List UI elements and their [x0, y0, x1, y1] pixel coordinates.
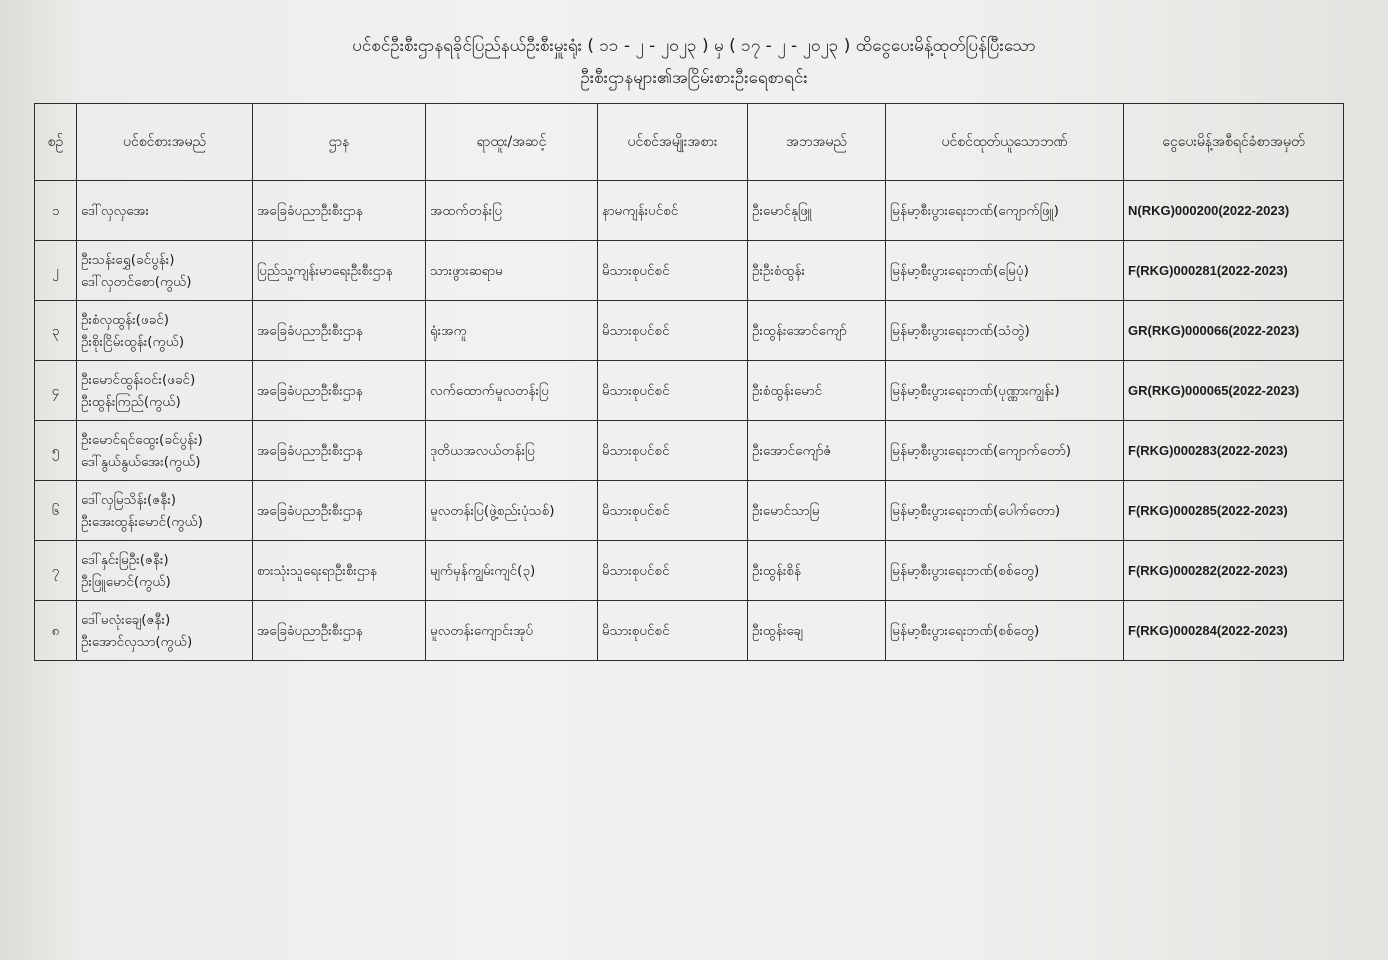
cell-pension-type: မိသားစုပင်စင် — [598, 421, 748, 481]
cell-father-name: ဦးထွန်းအောင်ကျော် — [748, 301, 886, 361]
cell-order-number: GR(RKG)000065(2022-2023) — [1124, 361, 1344, 421]
cell-pension-type: မိသားစုပင်စင် — [598, 301, 748, 361]
cell-pensioner-name — [77, 181, 253, 241]
cell-order-number: F(RKG)000282(2022-2023) — [1124, 541, 1344, 601]
cell-rank: ဒုတိယအလယ်တန်းပြ — [426, 421, 598, 481]
table-row — [35, 481, 1344, 541]
header-pensioner-name: ပင်စင်စားအမည် — [77, 104, 253, 181]
cell-pension-type: မိသားစုပင်စင် — [598, 361, 748, 421]
table-row — [35, 601, 1344, 661]
header-bank: ပင်စင်ထုတ်ယူသောဘဏ် — [886, 104, 1124, 181]
pensioner-name-line-2: ဦးစိုးငြိမ်းထွန်း(ကွယ်) — [81, 333, 185, 350]
cell-bank: မြန်မာ့စီးပွားရေးဘဏ်(ကျောက်ဖြူ) — [886, 181, 1124, 241]
cell-bank: မြန်မာ့စီးပွားရေးဘဏ်(ပုဏ္ဏားကျွန်း) — [886, 361, 1124, 421]
cell-father-name: ဦးစံထွန်းမောင် — [748, 361, 886, 421]
cell-rank: ရုံးအကူ — [426, 301, 598, 361]
cell-department: စားသုံးသူရေးရာဦးစီးဌာန — [253, 541, 426, 601]
cell-department: ပြည်သူ့ကျန်းမာရေးဦးစီးဌာန — [253, 241, 426, 301]
cell-department: အခြေခံပညာဦးစီးဌာန — [253, 481, 426, 541]
table-body — [35, 181, 1344, 661]
cell-pension-type: မိသားစုပင်စင် — [598, 241, 748, 301]
pensioner-name-line-2: ဦးအေးထွန်းမောင်(ကွယ်) — [81, 513, 203, 530]
cell-father-name: ဦးမောင်နုဖြူ — [748, 181, 886, 241]
cell-order-number: F(RKG)000285(2022-2023) — [1124, 481, 1344, 541]
cell-rank: လက်ထောက်မူလတန်းပြ — [426, 361, 598, 421]
pensioner-name-line-1: ဒေါ်နှင်းမြဦး(ဇနီး) — [81, 551, 169, 568]
table-row — [35, 181, 1344, 241]
table-header-row — [35, 104, 1344, 181]
header-serial: စဉ် — [35, 104, 77, 181]
cell-department: အခြေခံပညာဦးစီးဌာန — [253, 601, 426, 661]
cell-pensioner-name — [77, 541, 253, 601]
table-row — [35, 301, 1344, 361]
cell-father-name: ဦးဦးစံထွန်း — [748, 241, 886, 301]
pensioner-table — [34, 103, 1344, 661]
cell-pension-type: မိသားစုပင်စင် — [598, 601, 748, 661]
header-father-name: အဘအမည် — [748, 104, 886, 181]
pensioner-name-line-1: ဦးမောင်ရင်ထွေး(ခင်ပွန်း) — [81, 431, 203, 448]
title-line-2: ဦးစီးဌာနများ၏အငြိမ်းစားဦးရေစာရင်း — [580, 68, 808, 88]
cell-pension-type: မိသားစုပင်စင် — [598, 541, 748, 601]
cell-father-name: ဦးထွန်းစိန် — [748, 541, 886, 601]
cell-bank: မြန်မာ့စီးပွားရေးဘဏ်(သံတွဲ) — [886, 301, 1124, 361]
cell-order-number: F(RKG)000281(2022-2023) — [1124, 241, 1344, 301]
cell-pensioner-name — [77, 241, 253, 301]
cell-bank: မြန်မာ့စီးပွားရေးဘဏ်(စစ်တွေ) — [886, 541, 1124, 601]
cell-father-name: ဦးထွန်းချေ — [748, 601, 886, 661]
cell-serial: ၈ — [35, 601, 77, 661]
cell-department: အခြေခံပညာဦးစီးဌာန — [253, 301, 426, 361]
cell-department: အခြေခံပညာဦးစီးဌာန — [253, 361, 426, 421]
cell-pensioner-name — [77, 301, 253, 361]
cell-serial: ၃ — [35, 301, 77, 361]
cell-order-number: GR(RKG)000066(2022-2023) — [1124, 301, 1344, 361]
cell-serial: ၂ — [35, 241, 77, 301]
title-line-1: ပင်စင်ဦးစီးဌာနရခိုင်ပြည်နယ်ဦးစီးမှူးရုံး ( ၁၁ - ၂ - ၂၀၂၃ ) မှ ( ၁၇ - ၂ - ၂၀၂၃ ) ထိငွေပေးမိန့်ထုတ်ပြန်ပြီးသော — [352, 36, 1036, 56]
cell-department: အခြေခံပညာဦးစီးဌာန — [253, 181, 426, 241]
cell-father-name: ဦးအောင်ကျော်ဇံ — [748, 421, 886, 481]
cell-serial: ၅ — [35, 421, 77, 481]
cell-rank: မျက်မှန်ကျွမ်းကျင်(၃) — [426, 541, 598, 601]
cell-bank: မြန်မာ့စီးပွားရေးဘဏ်(စစ်တွေ) — [886, 601, 1124, 661]
header-department: ဌာန — [253, 104, 426, 181]
header-pension-type: ပင်စင်အမျိုးအစား — [598, 104, 748, 181]
pensioner-name-line-1: ဒေါ်မလုံးချေ(ဇနီး) — [81, 611, 171, 628]
cell-pension-type: မိသားစုပင်စင် — [598, 481, 748, 541]
pensioner-name-line-1: ဦးသန်းရွှေ(ခင်ပွန်း) — [81, 251, 175, 268]
cell-order-number: N(RKG)000200(2022-2023) — [1124, 181, 1344, 241]
cell-serial: ၁ — [35, 181, 77, 241]
pensioner-name-line-1: ဒေါ်လှမြသိန်း(ဇနီး) — [81, 491, 177, 508]
cell-rank: မူလတန်းပြ(ဖွဲ့စည်းပုံသစ်) — [426, 481, 598, 541]
header-rank: ရာထူး/အဆင့် — [426, 104, 598, 181]
pensioner-name-line-2: ဒေါ်နွယ်နွယ်အေး(ကွယ်) — [81, 453, 201, 470]
pensioner-name-line-1: ဒေါ်လှလှအေး — [81, 202, 149, 219]
cell-serial: ၄ — [35, 361, 77, 421]
pensioner-name-line-1: ဦးစံလှထွန်း(ဖခင်) — [81, 311, 169, 328]
table-row — [35, 541, 1344, 601]
pensioner-name-line-1: ဦးမောင်ထွန်းဝင်း(ဖခင်) — [81, 371, 196, 388]
table-row — [35, 421, 1344, 481]
cell-order-number: F(RKG)000283(2022-2023) — [1124, 421, 1344, 481]
cell-department: အခြေခံပညာဦးစီးဌာန — [253, 421, 426, 481]
header-order-number: ငွေပေးမိန့်အစီရင်ခံစာအမှတ် — [1124, 104, 1344, 181]
cell-pensioner-name — [77, 421, 253, 481]
cell-rank: သားဖွားဆရာမ — [426, 241, 598, 301]
cell-pensioner-name — [77, 601, 253, 661]
table-row — [35, 241, 1344, 301]
cell-pensioner-name — [77, 481, 253, 541]
cell-father-name: ဦးမောင်သာမြ — [748, 481, 886, 541]
cell-rank: မူလတန်းကျောင်းအုပ် — [426, 601, 598, 661]
pensioner-name-line-2: ဒေါ်လှတင်စော(ကွယ်) — [81, 273, 192, 290]
table-row — [35, 361, 1344, 421]
cell-serial: ၇ — [35, 541, 77, 601]
cell-rank: အထက်တန်းပြ — [426, 181, 598, 241]
cell-bank: မြန်မာ့စီးပွားရေးဘဏ်(ကျောက်တော်) — [886, 421, 1124, 481]
cell-pension-type: နာမကျန်းပင်စင် — [598, 181, 748, 241]
cell-pensioner-name — [77, 361, 253, 421]
document-title — [0, 30, 1388, 94]
cell-bank: မြန်မာ့စီးပွားရေးဘဏ်(မြေပုံ) — [886, 241, 1124, 301]
pensioner-name-line-2: ဦးအောင်လှသာ(ကွယ်) — [81, 633, 193, 650]
pensioner-name-line-2: ဦးဖြူမောင်(ကွယ်) — [81, 573, 171, 590]
cell-serial: ၆ — [35, 481, 77, 541]
pensioner-name-line-2: ဦးထွန်းကြည်(ကွယ်) — [81, 393, 181, 410]
cell-bank: မြန်မာ့စီးပွားရေးဘဏ်(ပေါက်တော) — [886, 481, 1124, 541]
cell-order-number: F(RKG)000284(2022-2023) — [1124, 601, 1344, 661]
